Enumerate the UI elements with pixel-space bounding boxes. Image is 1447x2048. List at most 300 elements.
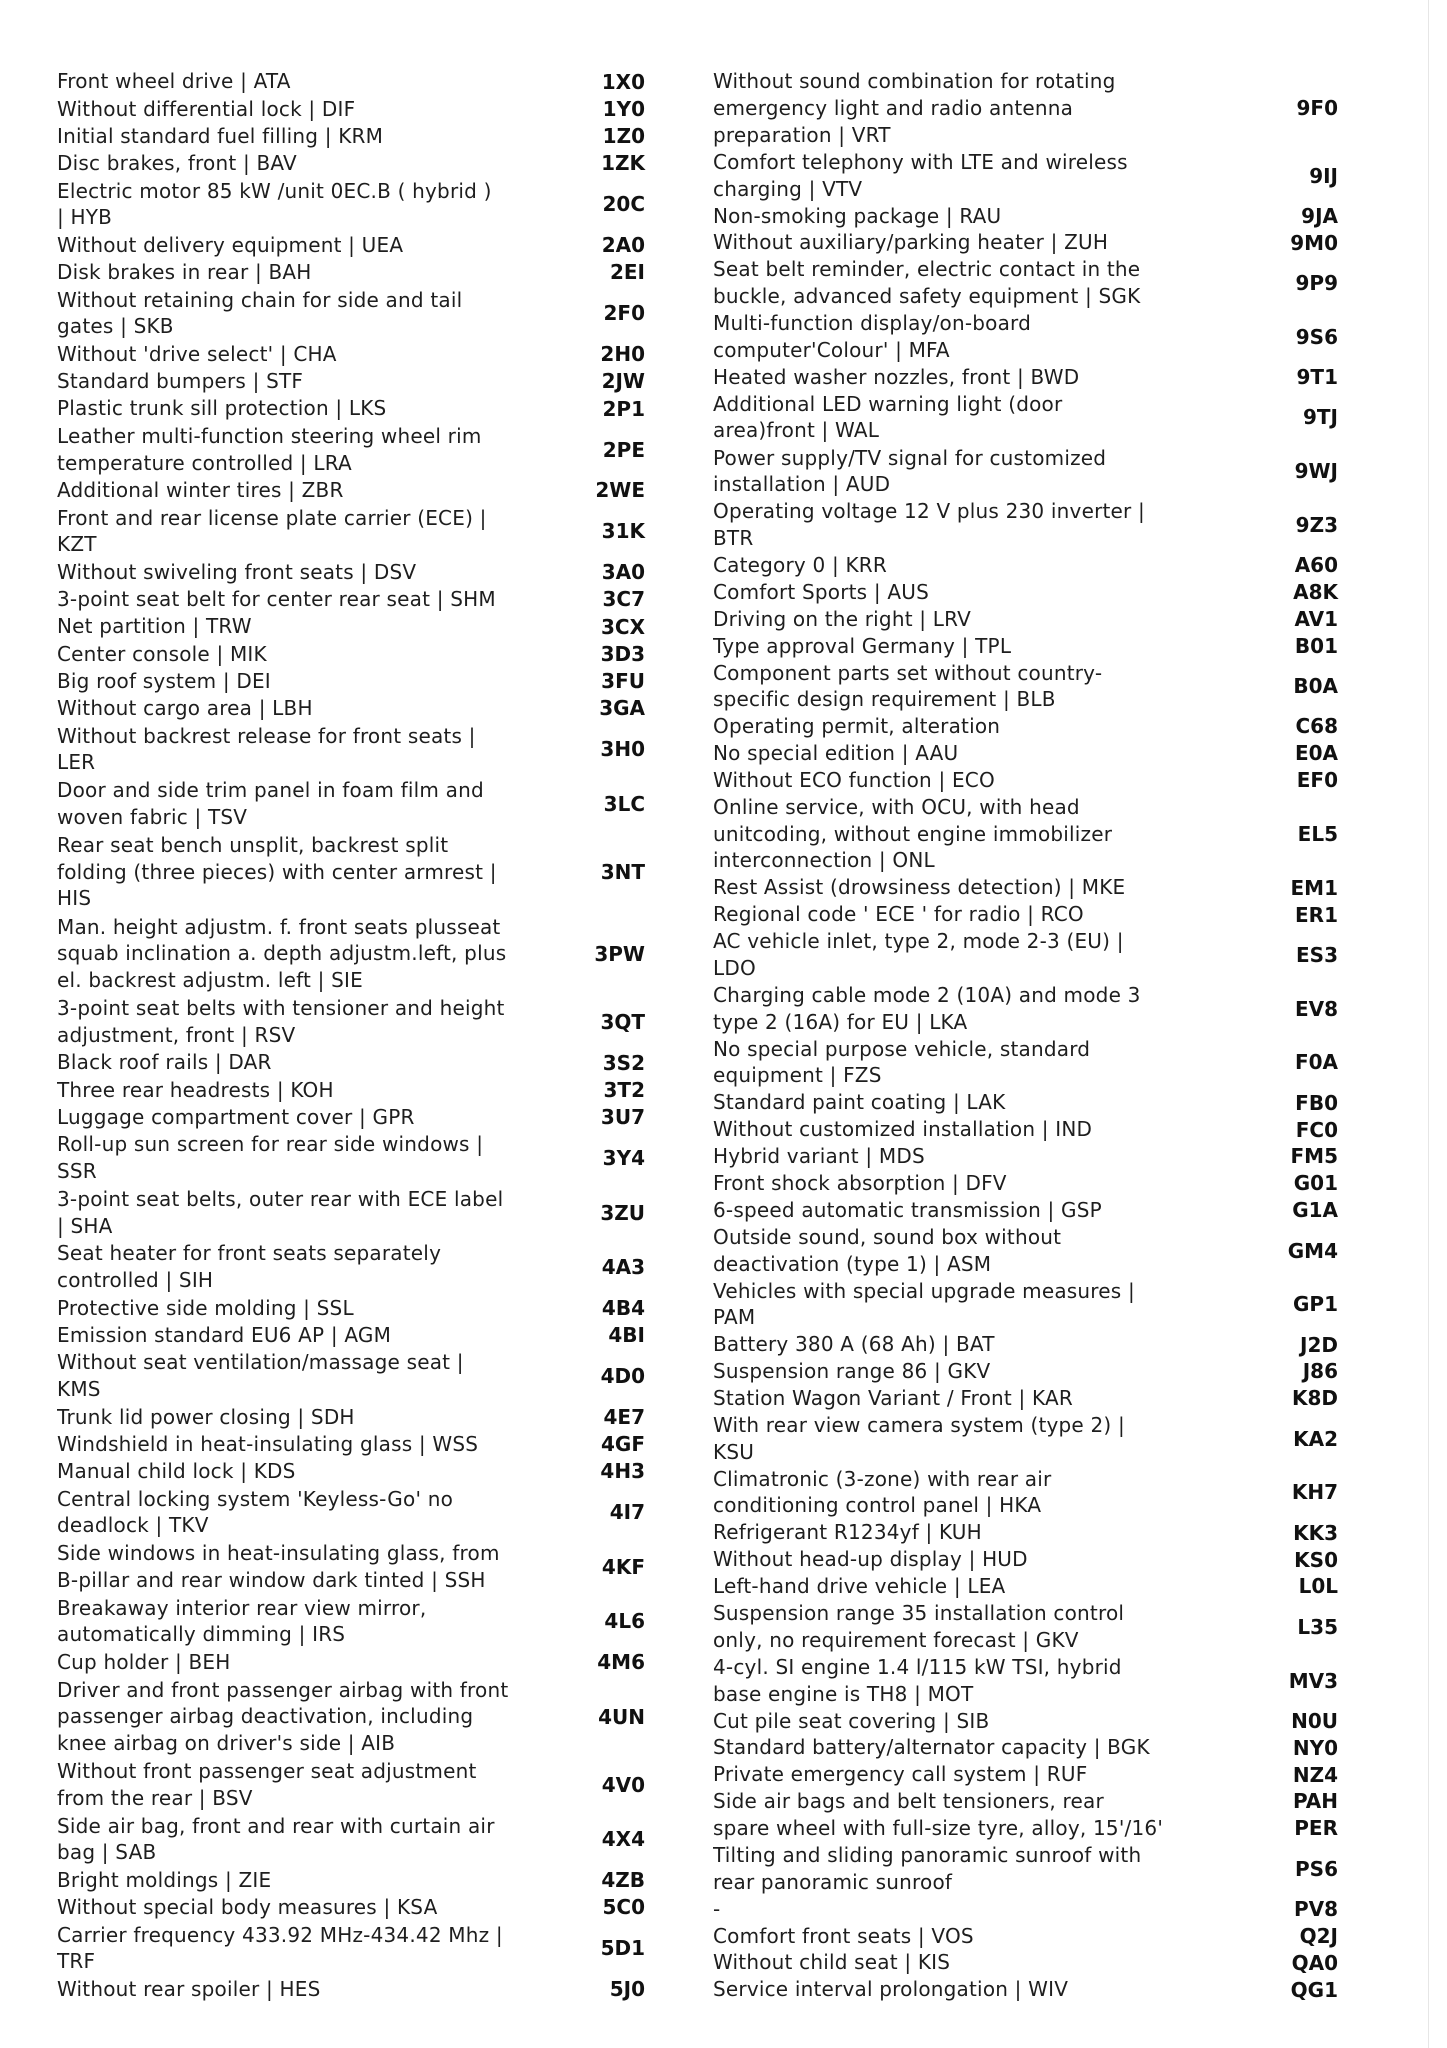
equipment-description: Without ECO function | ECO bbox=[713, 767, 995, 792]
equipment-code: 5J0 bbox=[609, 1977, 645, 2002]
equipment-code: K8D bbox=[1291, 1386, 1338, 1411]
equipment-row bbox=[713, 982, 1353, 1036]
equipment-row bbox=[713, 68, 1353, 149]
equipment-description: Category 0 | KRR bbox=[713, 552, 888, 577]
equipment-description: 3-point seat belts, outer rear with ECE label | SHA bbox=[57, 1186, 504, 1238]
equipment-code: 5C0 bbox=[602, 1895, 645, 1920]
equipment-description: Disc brakes, front | BAV bbox=[57, 151, 297, 176]
equipment-description: Without rear spoiler | HES bbox=[57, 1976, 321, 2001]
equipment-code: 4D0 bbox=[600, 1364, 645, 1389]
equipment-code: 3A0 bbox=[601, 560, 645, 585]
equipment-description: Without 'drive select' | CHA bbox=[57, 341, 337, 366]
equipment-row bbox=[57, 1540, 697, 1595]
equipment-description: Without special body measures | KSA bbox=[57, 1895, 438, 1920]
equipment-row bbox=[713, 552, 1353, 579]
equipment-description: Additional LED warning light (door area)front | WAL bbox=[713, 391, 1063, 443]
equipment-code: 4I7 bbox=[609, 1500, 645, 1525]
equipment-description: Big roof system | DEI bbox=[57, 668, 271, 693]
equipment-code: A60 bbox=[1294, 553, 1338, 578]
equipment-code: 31K bbox=[601, 519, 645, 544]
equipment-code: 3H0 bbox=[600, 737, 645, 762]
equipment-code: 2PE bbox=[602, 437, 645, 462]
equipment-row bbox=[713, 1224, 1353, 1278]
equipment-row bbox=[713, 1170, 1353, 1197]
equipment-description: Comfort telephony with LTE and wireless charging | VTV bbox=[713, 149, 1128, 201]
equipment-code: FC0 bbox=[1295, 1117, 1338, 1142]
equipment-code: 3ZU bbox=[600, 1200, 645, 1225]
equipment-row bbox=[57, 1076, 697, 1103]
equipment-code: 4A3 bbox=[601, 1255, 645, 1280]
equipment-description: Comfort front seats | VOS bbox=[713, 1923, 974, 1948]
equipment-description: Electric motor 85 kW /unit 0EC.B ( hybrid ) | HYB bbox=[57, 178, 492, 230]
scan-edge-line bbox=[1428, 0, 1429, 2048]
equipment-description: Bright moldings | ZIE bbox=[57, 1867, 272, 1892]
equipment-row bbox=[57, 68, 697, 95]
equipment-code: 9P9 bbox=[1295, 271, 1338, 295]
equipment-code: 4X4 bbox=[601, 1827, 645, 1852]
equipment-description: 6-speed automatic transmission | GSP bbox=[713, 1197, 1102, 1222]
equipment-row bbox=[713, 391, 1353, 445]
equipment-code: 4GF bbox=[601, 1432, 645, 1457]
equipment-description: Left-hand drive vehicle | LEA bbox=[713, 1574, 1006, 1599]
equipment-code: PS6 bbox=[1295, 1856, 1338, 1881]
equipment-description: Without swiveling front seats | DSV bbox=[57, 559, 417, 584]
equipment-description: Outside sound, sound box without deactivation (type 1) | ASM bbox=[713, 1224, 1062, 1276]
equipment-row bbox=[713, 901, 1353, 928]
equipment-code: N0U bbox=[1291, 1708, 1338, 1733]
equipment-description: Power supply/TV signal for customized installation | AUD bbox=[713, 445, 1107, 497]
equipment-code: 9Z3 bbox=[1295, 512, 1338, 537]
equipment-description: 4-cyl. SI engine 1.4 l/115 kW TSI, hybrid base engine is TH8 | MOT bbox=[713, 1654, 1122, 1706]
equipment-code: KH7 bbox=[1291, 1480, 1338, 1505]
equipment-description: Operating permit, alteration bbox=[713, 714, 1001, 739]
equipment-description: Central locking system 'Keyless-Go' no deadlock | TKV bbox=[57, 1486, 454, 1538]
equipment-row bbox=[57, 1894, 697, 1921]
equipment-row bbox=[57, 177, 697, 232]
equipment-code: 2EI bbox=[609, 260, 645, 285]
equipment-description: Cut pile seat covering | SIB bbox=[713, 1708, 990, 1733]
equipment-description: Regional code ' ECE ' for radio | RCO bbox=[713, 902, 1084, 927]
equipment-description: Disk brakes in rear | BAH bbox=[57, 260, 312, 285]
equipment-code: 9T1 bbox=[1296, 365, 1338, 390]
equipment-description: Luggage compartment cover | GPR bbox=[57, 1104, 415, 1129]
equipment-code: 4ZB bbox=[601, 1868, 645, 1893]
equipment-code: 4BI bbox=[608, 1323, 645, 1348]
equipment-description: No special purpose vehicle, standard equipment | FZS bbox=[713, 1036, 1091, 1088]
equipment-row bbox=[713, 1949, 1353, 1976]
equipment-row bbox=[713, 1788, 1353, 1815]
equipment-description: Roll-up sun screen for rear side windows | SSR bbox=[57, 1132, 484, 1184]
equipment-description: Black roof rails | DAR bbox=[57, 1050, 272, 1075]
equipment-row bbox=[57, 1458, 697, 1485]
equipment-row bbox=[57, 1322, 697, 1349]
equipment-code: 2H0 bbox=[600, 342, 645, 367]
equipment-row bbox=[713, 606, 1353, 633]
equipment-code: KS0 bbox=[1294, 1547, 1338, 1572]
equipment-code: 3PW bbox=[594, 941, 645, 966]
equipment-code: 9WJ bbox=[1294, 459, 1338, 484]
equipment-description: No special edition | AAU bbox=[713, 741, 959, 766]
equipment-description: Without differential lock | DIF bbox=[57, 96, 356, 121]
equipment-row bbox=[57, 559, 697, 586]
equipment-row bbox=[57, 1649, 697, 1676]
equipment-row bbox=[57, 613, 697, 640]
equipment-code: 3Y4 bbox=[602, 1146, 645, 1171]
equipment-code: 5D1 bbox=[600, 1936, 645, 1961]
equipment-code: 1Z0 bbox=[602, 124, 645, 149]
equipment-description: Charging cable mode 2 (10A) and mode 3 type 2 (16A) for EU | LKA bbox=[713, 983, 1141, 1034]
equipment-row bbox=[57, 1921, 697, 1976]
equipment-description: Additional winter tires | ZBR bbox=[57, 478, 344, 503]
equipment-row bbox=[713, 1116, 1353, 1143]
equipment-code: 1ZK bbox=[601, 151, 645, 176]
equipment-code: 4H3 bbox=[600, 1459, 645, 1484]
equipment-description: Without sound combination for rotating emergency light and radio antenna preparation | VRT bbox=[713, 69, 1116, 147]
equipment-description: Leather multi-function steering wheel rim temperature controlled | LRA bbox=[57, 423, 482, 475]
equipment-row bbox=[57, 286, 697, 341]
equipment-code: 4V0 bbox=[601, 1772, 645, 1797]
equipment-description: Heated washer nozzles, front | BWD bbox=[713, 364, 1080, 389]
equipment-code: ES3 bbox=[1296, 942, 1338, 967]
equipment-code: 3S2 bbox=[602, 1050, 645, 1075]
equipment-description: Non-smoking package | RAU bbox=[713, 203, 1002, 228]
equipment-description: Refrigerant R1234yf | KUH bbox=[713, 1520, 982, 1545]
equipment-description: Driver and front passenger airbag with front passenger airbag deactivation, including knee airbag on driver's side | AIB bbox=[57, 1677, 509, 1755]
equipment-description: Battery 380 A (68 Ah) | BAT bbox=[713, 1332, 995, 1357]
equipment-description: Side air bag, front and rear with curtain air bag | SAB bbox=[57, 1813, 495, 1865]
equipment-row bbox=[57, 1131, 697, 1186]
equipment-row bbox=[57, 1294, 697, 1321]
equipment-description: AC vehicle inlet, type 2, mode 2-3 (EU) | LDO bbox=[713, 929, 1124, 980]
equipment-description: Plastic trunk sill protection | LKS bbox=[57, 396, 387, 421]
equipment-description: Initial standard fuel filling | KRM bbox=[57, 123, 384, 148]
equipment-row bbox=[713, 1036, 1353, 1090]
equipment-description: Without delivery equipment | UEA bbox=[57, 232, 404, 257]
equipment-code: 2WE bbox=[595, 478, 645, 503]
equipment-description: Man. height adjustm. f. front seats plusseat squab inclination a. depth adjustm.left, plus el. backrest adjustm. left | SIE bbox=[57, 914, 507, 992]
equipment-code: 3U7 bbox=[600, 1105, 645, 1130]
equipment-row bbox=[713, 874, 1353, 901]
equipment-code: 3QT bbox=[600, 1009, 645, 1034]
equipment-code: 3C7 bbox=[602, 587, 645, 612]
equipment-description: spare wheel with full-size tyre, alloy, 15'/16' bbox=[713, 1816, 1164, 1841]
equipment-code: J2D bbox=[1300, 1332, 1338, 1357]
equipment-description: Operating voltage 12 V plus 230 inverter | BTR bbox=[713, 499, 1145, 550]
equipment-row bbox=[713, 1842, 1353, 1896]
equipment-code: EL5 bbox=[1297, 821, 1338, 846]
equipment-row bbox=[713, 1896, 1353, 1923]
equipment-row bbox=[57, 586, 697, 613]
equipment-row bbox=[713, 928, 1353, 982]
equipment-description: Component parts set without country- specific design requirement | BLB bbox=[713, 660, 1103, 712]
equipment-row bbox=[57, 1431, 697, 1458]
equipment-code: NZ4 bbox=[1292, 1762, 1338, 1787]
equipment-description: Front and rear license plate carrier (ECE) | KZT bbox=[57, 505, 487, 557]
equipment-code: AV1 bbox=[1294, 606, 1338, 631]
equipment-row bbox=[57, 477, 697, 504]
equipment-row bbox=[57, 1976, 697, 2003]
equipment-description: Hybrid variant | MDS bbox=[713, 1144, 925, 1169]
equipment-row bbox=[713, 1761, 1353, 1788]
equipment-description: Online service, with OCU, with head unitcoding, without engine immobilizer interconnection | ONL bbox=[713, 795, 1113, 873]
equipment-code: E0A bbox=[1294, 741, 1338, 766]
equipment-description: Rear seat bench unsplit, backrest split folding (three pieces) with center armrest | HIS bbox=[57, 832, 497, 911]
equipment-code: 3CX bbox=[600, 614, 645, 639]
equipment-description: Side windows in heat-insulating glass, from B-pillar and rear window dark tinted | SSH bbox=[57, 1541, 500, 1592]
equipment-code: 2A0 bbox=[601, 233, 645, 258]
equipment-description: Without head-up display | HUD bbox=[713, 1547, 1028, 1572]
equipment-row bbox=[57, 695, 697, 722]
equipment-code: 4L6 bbox=[604, 1609, 645, 1634]
equipment-code: 9M0 bbox=[1290, 230, 1338, 255]
equipment-row bbox=[713, 659, 1353, 713]
equipment-description: Side air bags and belt tensioners, rear bbox=[713, 1789, 1104, 1814]
equipment-row bbox=[713, 632, 1353, 659]
equipment-row bbox=[57, 504, 697, 559]
equipment-description: Station Wagon Variant / Front | KAR bbox=[713, 1386, 1073, 1411]
equipment-code: 4B4 bbox=[601, 1295, 645, 1320]
equipment-code: FB0 bbox=[1295, 1090, 1338, 1115]
equipment-code: QG1 bbox=[1290, 1977, 1338, 2002]
equipment-row bbox=[57, 259, 697, 286]
equipment-row bbox=[57, 95, 697, 122]
equipment-code: 4KF bbox=[601, 1554, 645, 1579]
equipment-row bbox=[57, 1049, 697, 1076]
equipment-description: Trunk lid power closing | SDH bbox=[57, 1404, 355, 1429]
equipment-code: 3T2 bbox=[603, 1077, 645, 1102]
equipment-row bbox=[713, 1277, 1353, 1331]
equipment-code: EF0 bbox=[1296, 768, 1338, 793]
equipment-code: NY0 bbox=[1292, 1735, 1338, 1760]
equipment-row bbox=[713, 1573, 1353, 1600]
equipment-code: KA2 bbox=[1293, 1426, 1338, 1451]
equipment-code: PV8 bbox=[1293, 1896, 1338, 1921]
equipment-row bbox=[57, 150, 697, 177]
equipment-description: With rear view camera system (type 2) | KSU bbox=[713, 1413, 1125, 1464]
equipment-description: Vehicles with special upgrade measures | PAM bbox=[713, 1278, 1135, 1330]
equipment-code: 4M6 bbox=[597, 1650, 645, 1675]
equipment-code: 9S6 bbox=[1295, 324, 1338, 349]
equipment-code: A8K bbox=[1293, 580, 1338, 605]
equipment-code: L35 bbox=[1297, 1614, 1338, 1639]
equipment-description: Service interval prolongation | WIV bbox=[713, 1977, 1069, 2002]
equipment-description: Center console | MIK bbox=[57, 641, 267, 666]
equipment-row bbox=[713, 1089, 1353, 1116]
equipment-description: Rest Assist (drowsiness detection) | MKE bbox=[713, 875, 1126, 900]
equipment-row bbox=[57, 1104, 697, 1131]
equipment-description: Without backrest release for front seats | LER bbox=[57, 723, 476, 775]
equipment-row bbox=[713, 498, 1353, 552]
equipment-description: Private emergency call system | RUF bbox=[713, 1762, 1088, 1787]
equipment-description: Emission standard EU6 AP | AGM bbox=[57, 1322, 392, 1347]
equipment-description: Front wheel drive | ATA bbox=[57, 69, 291, 94]
equipment-description: Without retaining chain for side and tail gates | SKB bbox=[57, 287, 463, 339]
equipment-row bbox=[713, 1331, 1353, 1358]
equipment-code: 9JA bbox=[1301, 203, 1338, 228]
equipment-row bbox=[713, 202, 1353, 229]
equipment-code: EM1 bbox=[1290, 875, 1338, 900]
equipment-description: 3-point seat belts with tensioner and height adjustment, front | RSV bbox=[57, 996, 505, 1047]
equipment-row bbox=[713, 1976, 1353, 2003]
equipment-description: Cup holder | BEH bbox=[57, 1649, 231, 1674]
equipment-row bbox=[713, 1922, 1353, 1949]
equipment-row bbox=[713, 149, 1353, 203]
equipment-row bbox=[713, 794, 1353, 875]
equipment-description: Without customized installation | IND bbox=[713, 1117, 1093, 1142]
equipment-code: 2P1 bbox=[602, 396, 645, 421]
equipment-row bbox=[57, 1485, 697, 1540]
equipment-description: Standard battery/alternator capacity | BGK bbox=[713, 1735, 1150, 1760]
equipment-row bbox=[713, 579, 1353, 606]
equipment-row bbox=[57, 995, 697, 1050]
equipment-row bbox=[713, 364, 1353, 391]
equipment-description: Without cargo area | LBH bbox=[57, 696, 313, 721]
equipment-description: Three rear headrests | KOH bbox=[57, 1077, 334, 1102]
equipment-code: 9IJ bbox=[1309, 163, 1338, 188]
equipment-description: Standard paint coating | LAK bbox=[713, 1090, 1006, 1115]
equipment-code: J86 bbox=[1302, 1359, 1338, 1384]
equipment-row bbox=[713, 444, 1353, 498]
equipment-row bbox=[713, 1412, 1353, 1466]
equipment-code: 9TJ bbox=[1303, 405, 1338, 430]
equipment-code: 3LC bbox=[603, 791, 645, 816]
equipment-row bbox=[57, 1758, 697, 1813]
equipment-code: 3NT bbox=[600, 859, 645, 884]
equipment-row bbox=[57, 668, 697, 695]
equipment-description: Seat belt reminder, electric contact in the buckle, advanced safety equipment | SGK bbox=[713, 257, 1141, 308]
equipment-row bbox=[713, 1143, 1353, 1170]
equipment-row bbox=[57, 123, 697, 150]
equipment-row bbox=[713, 1385, 1353, 1412]
equipment-code: 1Y0 bbox=[602, 96, 645, 121]
equipment-code: 2F0 bbox=[603, 301, 645, 326]
equipment-row bbox=[57, 777, 697, 832]
equipment-row bbox=[57, 1867, 697, 1894]
right-column bbox=[713, 68, 1353, 2003]
equipment-row bbox=[57, 1403, 697, 1430]
equipment-row bbox=[713, 1654, 1353, 1708]
equipment-description: Without seat ventilation/massage seat | KMS bbox=[57, 1350, 464, 1402]
equipment-code: 3GA bbox=[599, 696, 645, 721]
equipment-row bbox=[57, 1240, 697, 1295]
equipment-code: C68 bbox=[1295, 714, 1338, 739]
equipment-code: 1X0 bbox=[601, 69, 645, 94]
equipment-row bbox=[713, 1707, 1353, 1734]
equipment-code: MV3 bbox=[1288, 1668, 1338, 1693]
equipment-row bbox=[713, 1546, 1353, 1573]
equipment-code: 20C bbox=[602, 192, 645, 217]
equipment-row bbox=[57, 395, 697, 422]
equipment-code: 2JW bbox=[601, 369, 645, 394]
equipment-description: Standard bumpers | STF bbox=[57, 369, 304, 394]
equipment-description: Comfort Sports | AUS bbox=[713, 579, 929, 604]
equipment-description: Driving on the right | LRV bbox=[713, 606, 972, 631]
equipment-description: Door and side trim panel in foam film and woven fabric | TSV bbox=[57, 778, 484, 829]
equipment-code: 4UN bbox=[598, 1704, 645, 1729]
equipment-row bbox=[57, 1676, 697, 1758]
equipment-row bbox=[57, 1185, 697, 1240]
equipment-row bbox=[57, 640, 697, 667]
equipment-description: 3-point seat belt for center rear seat | SHM bbox=[57, 587, 496, 612]
equipment-row bbox=[57, 1594, 697, 1649]
equipment-code: GM4 bbox=[1287, 1238, 1338, 1263]
equipment-row bbox=[57, 1349, 697, 1404]
equipment-code: 4E7 bbox=[603, 1404, 645, 1429]
equipment-description: Protective side molding | SSL bbox=[57, 1295, 354, 1320]
equipment-row bbox=[713, 256, 1353, 310]
equipment-description: Manual child lock | KDS bbox=[57, 1459, 296, 1484]
equipment-row bbox=[713, 1197, 1353, 1224]
equipment-description: Suspension range 86 | GKV bbox=[713, 1359, 991, 1384]
equipment-code: PAH bbox=[1292, 1789, 1338, 1814]
equipment-description: Front shock absorption | DFV bbox=[713, 1171, 1007, 1196]
equipment-description: Multi-function display/on-board computer'Colour' | MFA bbox=[713, 311, 1031, 362]
left-column bbox=[57, 68, 697, 2003]
equipment-description: Seat heater for front seats separately controlled | SIH bbox=[57, 1241, 442, 1293]
equipment-code: G1A bbox=[1292, 1198, 1338, 1223]
equipment-row bbox=[713, 1734, 1353, 1761]
equipment-description: Windshield in heat-insulating glass | WSS bbox=[57, 1431, 479, 1456]
equipment-description: Climatronic (3-zone) with rear air conditioning control panel | HKA bbox=[713, 1466, 1052, 1518]
equipment-row bbox=[713, 740, 1353, 767]
equipment-row bbox=[57, 368, 697, 395]
equipment-code: G01 bbox=[1293, 1171, 1338, 1196]
equipment-row bbox=[57, 1812, 697, 1867]
equipment-code: 9F0 bbox=[1296, 96, 1338, 121]
equipment-row bbox=[713, 767, 1353, 794]
equipment-code: F0A bbox=[1294, 1050, 1338, 1075]
equipment-code: PER bbox=[1294, 1816, 1338, 1841]
equipment-row bbox=[57, 422, 697, 477]
equipment-description: Type approval Germany | TPL bbox=[713, 633, 1012, 658]
equipment-row bbox=[713, 1358, 1353, 1385]
equipment-row bbox=[57, 722, 697, 777]
equipment-row bbox=[57, 232, 697, 259]
equipment-row bbox=[713, 1815, 1353, 1842]
equipment-code: KK3 bbox=[1293, 1520, 1338, 1545]
equipment-code: Q2J bbox=[1299, 1923, 1338, 1948]
equipment-description: Tilting and sliding panoramic sunroof with rear panoramic sunroof bbox=[713, 1843, 1142, 1894]
equipment-code: 3D3 bbox=[600, 641, 645, 666]
equipment-description: Net partition | TRW bbox=[57, 614, 252, 639]
equipment-row bbox=[713, 1466, 1353, 1520]
equipment-code: GP1 bbox=[1293, 1292, 1338, 1317]
equipment-row bbox=[713, 1519, 1353, 1546]
equipment-code: L0L bbox=[1298, 1574, 1338, 1599]
equipment-code: FM5 bbox=[1290, 1144, 1338, 1169]
equipment-code: QA0 bbox=[1291, 1950, 1338, 1975]
equipment-row bbox=[713, 310, 1353, 364]
equipment-row bbox=[57, 831, 697, 913]
equipment-row bbox=[713, 713, 1353, 740]
equipment-row bbox=[713, 229, 1353, 256]
equipment-description: Breakaway interior rear view mirror, automatically dimming | IRS bbox=[57, 1595, 427, 1647]
equipment-row bbox=[57, 341, 697, 368]
equipment-code: B01 bbox=[1294, 633, 1338, 658]
equipment-description: Without front passenger seat adjustment from the rear | BSV bbox=[57, 1759, 477, 1810]
equipment-row bbox=[57, 913, 697, 995]
equipment-description: Without child seat | KIS bbox=[713, 1950, 951, 1975]
equipment-description: Without auxiliary/parking heater | ZUH bbox=[713, 230, 1109, 255]
equipment-code: 3FU bbox=[601, 669, 645, 694]
equipment-code: ER1 bbox=[1295, 902, 1338, 927]
equipment-description: Suspension range 35 installation control only, no requirement forecast | GKV bbox=[713, 1601, 1125, 1652]
equipment-row bbox=[713, 1600, 1353, 1654]
equipment-code: B0A bbox=[1293, 674, 1338, 699]
equipment-description: - bbox=[713, 1896, 721, 1921]
equipment-description: Carrier frequency 433.92 MHz-434.42 Mhz | TRF bbox=[57, 1922, 503, 1974]
equipment-code: EV8 bbox=[1294, 996, 1338, 1021]
